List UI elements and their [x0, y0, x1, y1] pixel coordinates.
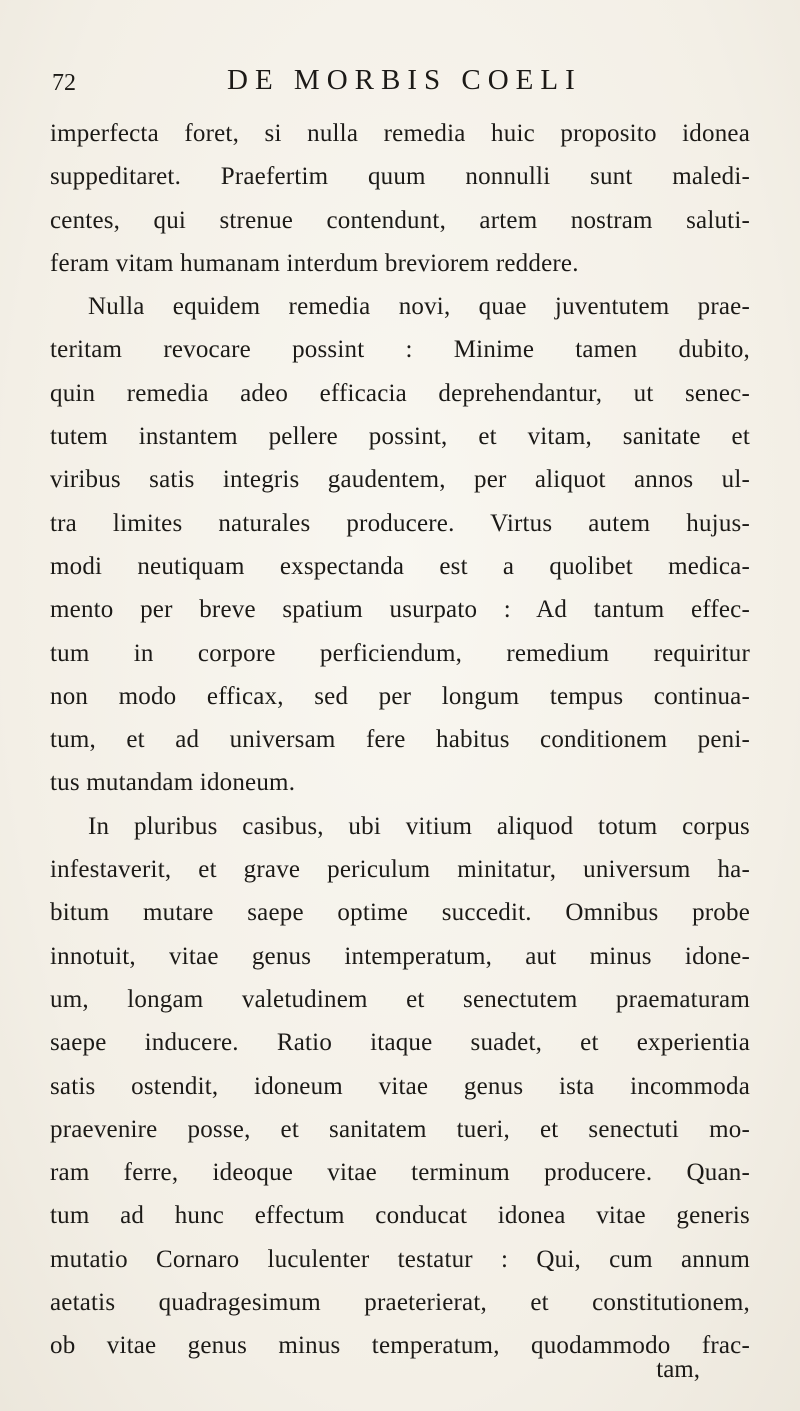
text-line: tum, et ad universam fere habitus conditionem peni-	[50, 726, 750, 754]
text-line: mento per breve spatium usurpato : Ad tantum effec-	[50, 596, 750, 624]
text-line: bitum mutare saepe optime succedit. Omnibus probe	[50, 899, 750, 927]
text-line: ob vitae genus minus temperatum, quodammodo frac-	[50, 1332, 750, 1360]
text-line: centes, qui strenue contendunt, artem nostram saluti-	[50, 206, 750, 234]
catchword: tam,	[656, 1356, 700, 1383]
running-head	[52, 64, 742, 104]
text-line: viribus satis integris gaudentem, per aliquot annos ul-	[50, 466, 750, 494]
text-line: um, longam valetudinem et senectutem praematuram	[50, 985, 750, 1013]
text-line: mutatio Cornaro luculenter testatur : Qui, cum annum	[50, 1245, 750, 1273]
text-line: satis ostendit, idoneum vitae genus ista incommoda	[50, 1072, 750, 1100]
text-line: infestaverit, et grave periculum minitatur, universum ha-	[50, 856, 750, 884]
text-line: praevenire posse, et sanitatem tueri, et senectuti mo-	[50, 1115, 750, 1143]
running-title: DE MORBIS COELI	[227, 64, 582, 96]
page-number: 72	[52, 70, 76, 96]
text-line: Nulla equidem remedia novi, quae juventutem prae-	[88, 293, 750, 321]
text-line: quin remedia adeo efficacia deprehendantur, ut senec-	[50, 379, 750, 407]
text-line: feram vitam humanam interdum breviorem reddere.	[50, 249, 579, 277]
text-line: modi neutiquam exspectanda est a quolibet medica-	[50, 552, 750, 580]
text-line: In pluribus casibus, ubi vitium aliquod totum corpus	[88, 812, 750, 840]
body-text	[50, 112, 750, 1368]
text-line: saepe inducere. Ratio itaque suadet, et experientia	[50, 1029, 750, 1057]
text-line: teritam revocare possint : Minime tamen dubito,	[50, 336, 750, 364]
text-line: tum in corpore perficiendum, remedium requiritur	[50, 639, 750, 667]
text-line: tra limites naturales producere. Virtus autem hujus-	[50, 509, 750, 537]
text-line: tum ad hunc effectum conducat idonea vitae generis	[50, 1202, 750, 1230]
text-line: ram ferre, ideoque vitae terminum producere. Quan-	[50, 1159, 750, 1187]
text-line: aetatis quadragesimum praeterierat, et constitutionem,	[50, 1289, 750, 1317]
text-line: tutem instantem pellere possint, et vitam, sanitate et	[50, 423, 750, 451]
text-line: innotuit, vitae genus intemperatum, aut minus idone-	[50, 942, 750, 970]
text-line: imperfecta foret, si nulla remedia huic proposito idonea	[50, 120, 750, 147]
text-line: suppeditaret. Praefertim quum nonnulli sunt maledi-	[50, 163, 750, 191]
text-line: non modo efficax, sed per longum tempus continua-	[50, 682, 750, 710]
text-line: tus mutandam idoneum.	[50, 769, 296, 797]
